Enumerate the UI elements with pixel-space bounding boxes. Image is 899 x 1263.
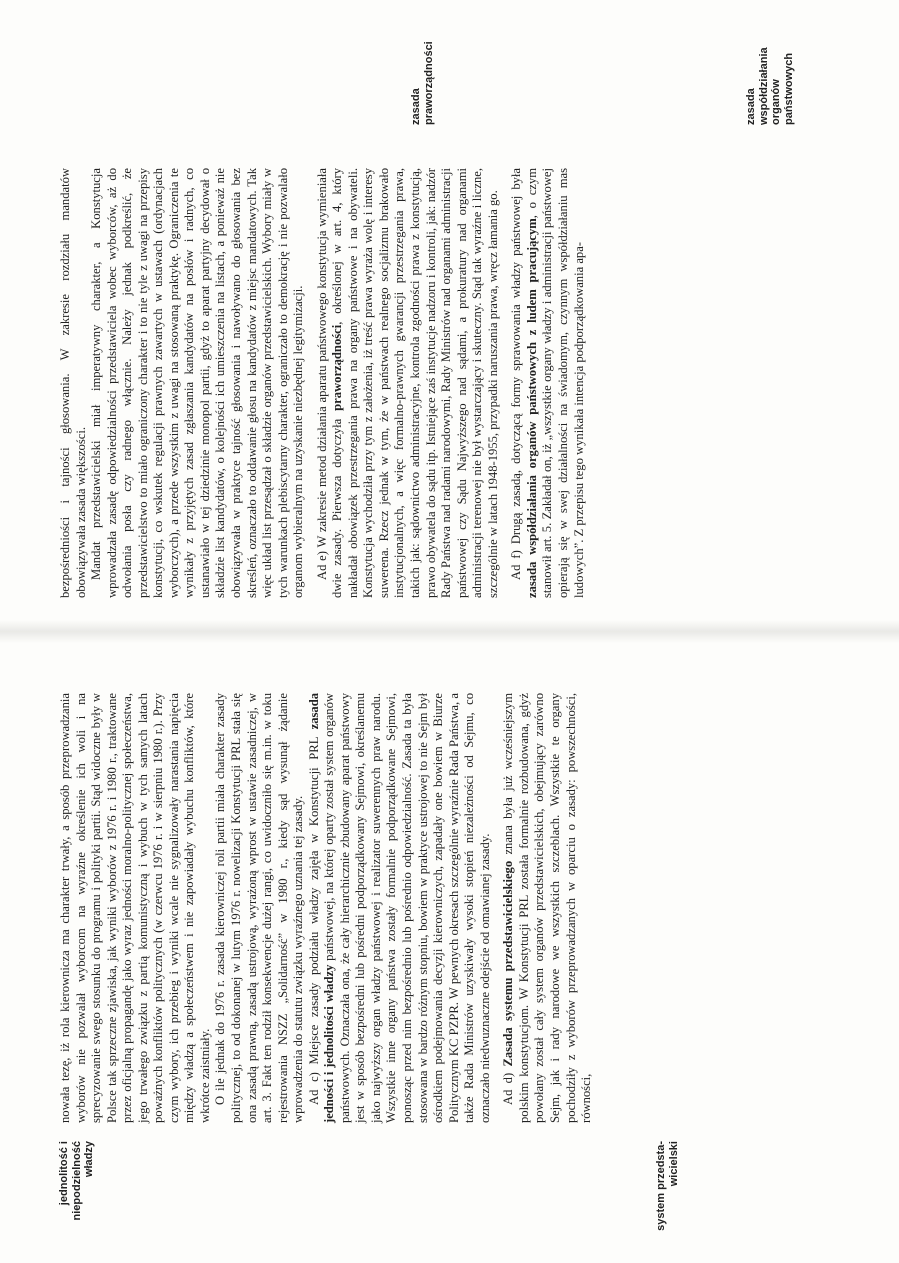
paragraph: Ad f) Drugą zasadą, dotyczącą formy sprawowania władzy państwowej była zasada współdziałania organów państwowych z ludem pracującym, o czym stanowił art. 5. Zakładał on, iż „wszystkie organy władzy i administracji państwowej opierają się w swej działalności na świadomym, czynnym współdziałaniu mas ludowych”. Z przepisu tego wynikała intencja podporządkowania apa- — [509, 168, 586, 598]
paragraph: Ad d) Zasada systemu przedstawicielskiego znana była już wcześniejszym polskim konstytucjom. W Konstytucji PRL została formalnie rozbudowana, gdyż powołany został cały system organów przedstawicielskich, obejmujący zarówno Sejm, jak i rady narodowe we wszystkich szczeblach. Wszystkie te organy pochodziły z wyborów przeprowadzanych w oparciu o zasady: powszechności, równości, — [501, 693, 594, 1123]
margin-note-praworzadnosc: zasada praworządności — [410, 41, 435, 125]
paragraph: bezpośredniości i tajności głosowania. W zakresie rozdziału mandatów obowiązywała zasada większości. — [58, 168, 88, 598]
paragraph: O ile jednak do 1976 r. zasada kierowniczej roli partii miała charakter zasady politycznej, to od dokonanej w lutym 1976 r. nowelizacji Konstytucji PRL stała się ona zasadą prawną, zasadą ustrojową, wyrażoną wprost w ustawie zasadniczej, w art. 3. Fakt ten rodził konsekwencje dużej rangi, co uwidoczniło się m.in. w toku rejestrowania NSZZ „Solidarność” w 1980 r., kiedy sąd wysunął żądanie wprowadzenia do statutu związku wyraźnego uznania tej zasady. — [213, 693, 306, 1123]
right-page — [0, 0, 899, 620]
paragraph: Ad e) W zakresie metod działania aparatu państwowego konstytucja wymieniała dwie zasady. Pierwsza dotyczyła praworządności, określonej w art. 4, który nakładał obowiązek przestrzegania prawa na organy państwowe i na obywateli. Konstytucja wychodziła przy tym z założenia, iż treść prawa wyraża wolę i interesy suwerena. Rzecz jednak w tym, że w państwach realnego socjalizmu brakowało instytucjonalnych, a więc formalno-prawnych gwarancji przestrzegania prawa, takich jak: sądownictwo administracyjne, kontrola zgodności prawa z konstytucją, prawo obywatela do sądu itp. Istniejące zaś instytucje nadzoru i kontroli, jak: nadzór Rady Państwa nad radami narodowymi, Rady Ministrów nad organami administracji państwowej czy Sądu Najwyższego nad sądami, a prokuratury nad organami administracji terenowej nie był wystarczający i skuteczny. Stąd tak wyraźne i liczne, szczególnie w latach 1948-1955, przypadki naruszania prawa, wręcz łamania go. — [314, 168, 500, 598]
margin-note-system: system przedsta-wicielski — [655, 1141, 680, 1231]
margin-note-jednolitosc: jednolitość i niepodzielność władzy — [58, 1141, 95, 1221]
left-page — [0, 643, 899, 1263]
paragraph: Mandat przedstawicielski miał imperatywny charakter, a Konstytucja wprowadzała zasadę odpowiedzialności przedstawiciela wobec wyborców, aż do odwołania posła czy radnego włącznie. Należy jednak podkreślić, że przedstawicielstwo to miało ograniczony charakter i to nie tyle z uwagi na przepisy konstytucji, co wskutek regulacji prawnych zawartych w ustawach (ordynacjach wyborczych), a przede wszystkim z uwagi na stosowaną praktykę. Ograniczenia te wynikały z przyjętych zasad zgłaszania kandydatów na posłów i radnych, co ustanawiało w tej dziedzinie monopol partii, gdyż to aparat partyjny decydował o składzie list kandydatów, o kolejności ich umieszczenia na listach, a ponieważ nie obowiązywała w praktyce tajność głosowania i nawoływano do głosowania bez skreśleń, oznaczało to oddawanie głosu na kandydatów z miejsc mandatowych. Tak więc układ list przesądzał o składzie organów przedstawicielskich. Wybory miały w tych warunkach plebiscytarny charakter, ograniczało to demokrację i nie pozwalało organom wybieralnym na uzyskanie niezbędnej legitymizacji. — [89, 168, 306, 598]
left-text-column — [58, 693, 595, 1123]
margin-note-wspoldzialanie: zasada współdziałania organów państwowych — [745, 47, 795, 125]
page-fold — [0, 620, 899, 643]
paragraph: nowała tezę, iż rola kierownicza ma charakter trwały, a sposób przeprowadzania wyborów nie pozwalał wyborcom na wyraźne określenie ich woli i na sprecyzowanie swego stosunku do programu i polityki partii. Stąd widoczne były w Polsce tak sprzeczne zjawiska, jak wyniki wyborów z 1976 r. i 1980 r., traktowane przez oficjalną propagandę jako wyraz jedności moralno-politycznej społeczeństwa, jego trwałego związku z partią komunistyczną i wybuch w tych samych latach poważnych konfliktów politycznych (w czerwcu 1976 r. i w sierpniu 1980 r.). Przy czym wybory, ich przebieg i wyniki wcale nie sygnalizowały narastania napięcia między władzą a społeczeństwem i nie zapowiadały wybuchu konfliktów, które wkrótce zaistniały. — [58, 693, 212, 1123]
paragraph: Ad c) Miejsce zasady podziału władzy zajęła w Konstytucji PRL zasada jedności i jednolitości władzy państwowej, na której oparty został system organów państwowych. Oznaczała ona, że cały hierarchicznie zbudowany aparat państwowy jest w sposób bezpośredni lub pośredni podporządkowany Sejmowi, określanemu jako najwyższy organ władzy państwowej i realizator suwerennych praw narodu. Wszystkie inne organy państwa zostały formalnie podporządkowane Sejmowi, ponosząc przed nim bezpośrednio lub pośrednio odpowiedzialność. Zasada ta była stosowana w bardzo różnym stopniu, bowiem w praktyce ustrojowej to nie Sejm był ośrodkiem podejmowania decyzji kierowniczych, zapadały one bowiem w Biurze Politycznym KC PZPR. W pewnych okresach szczególnie wyraźnie Rada Państwa, a także Rada Ministrów uzyskiwały wysoki stopień niezależności od Sejmu, co oznaczało niedwuznaczne odejście od omawianej zasady. — [306, 692, 492, 1123]
right-text-column — [58, 168, 587, 598]
